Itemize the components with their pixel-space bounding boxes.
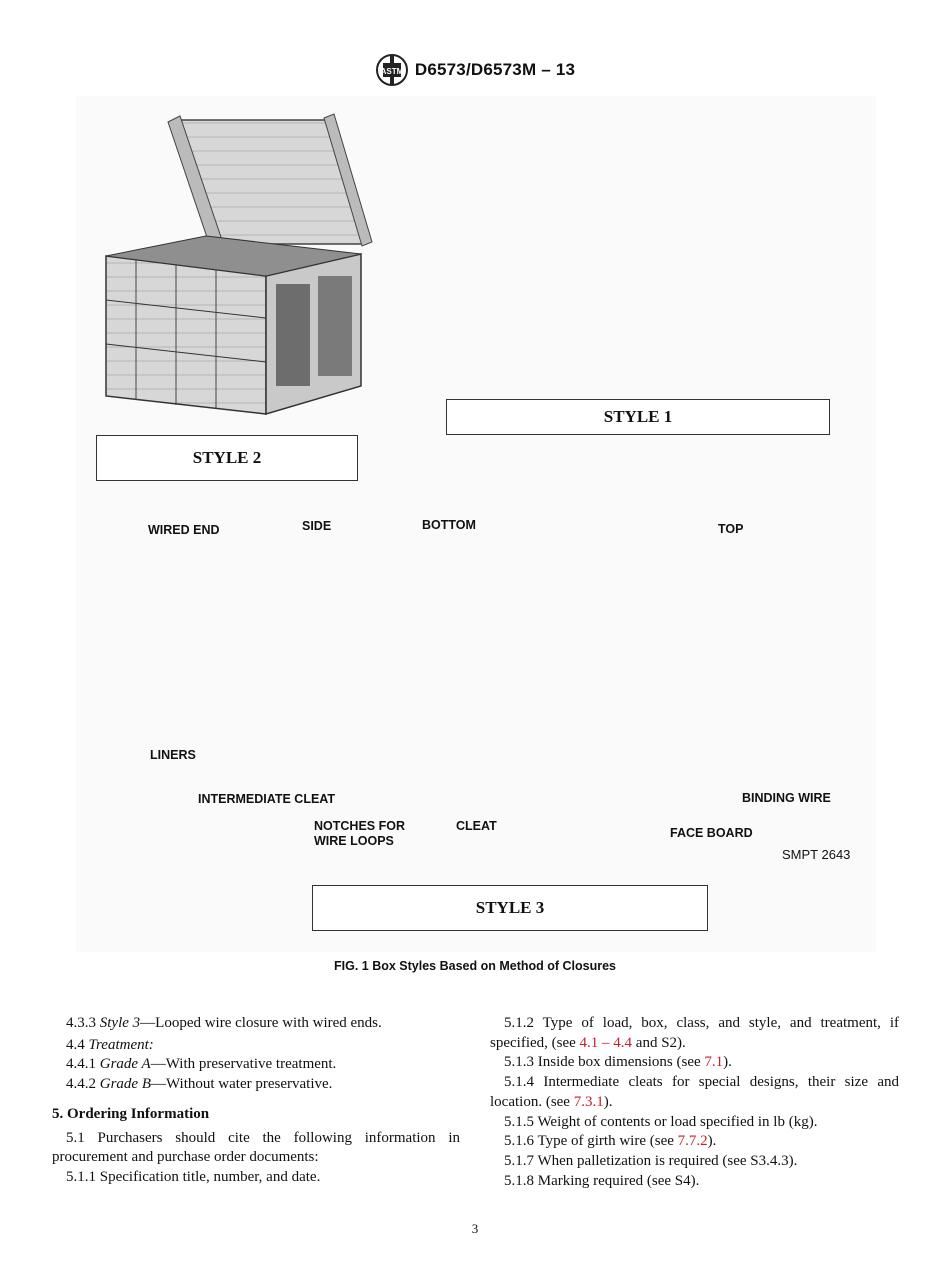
page-number: 3 xyxy=(471,1221,479,1236)
para-5-1-8: 5.1.8 Marking required (see S4). xyxy=(504,1172,700,1189)
callout-notches-line1: NOTCHES FOR xyxy=(314,819,405,833)
link-7-3-1[interactable]: 7.3.1 xyxy=(573,1093,604,1110)
para-5-1-6: 5.1.6 Type of girth wire (see 7.7.2). xyxy=(504,1133,717,1150)
document-id: D6573/D6573M – 13 xyxy=(414,60,576,79)
page-header xyxy=(0,52,950,88)
para-5-1-7: 5.1.7 When palletization is required (see S3.4.3). xyxy=(504,1152,798,1169)
para-5-1-5: 5.1.5 Weight of contents or load specified in lb (kg). xyxy=(504,1113,818,1130)
callout-top: TOP xyxy=(718,522,744,536)
callout-notches-line2: WIRE LOOPS xyxy=(314,834,394,848)
link-7-1[interactable]: 7.1 xyxy=(704,1054,724,1071)
para-4-3-3: 4.3.3 Style 3—Looped wire closure with wired ends. xyxy=(66,1015,382,1031)
para-5-1-2: 5.1.2 Type of load, box, class, and style, and treatment, if specified, (see 4.1 – 4.4 and S2). xyxy=(490,1015,899,1051)
para-5-1: 5.1 Purchasers should cite the following information in procurement and purchase order documents: xyxy=(52,1129,460,1166)
style2-box-illustration xyxy=(106,114,372,414)
style2-label: STYLE 2 xyxy=(96,435,358,481)
para-5-1-1: 5.1.1 Specification title, number, and date. xyxy=(66,1168,321,1185)
callout-binding-wire: BINDING WIRE xyxy=(742,791,831,805)
para-5-1-4: 5.1.4 Intermediate cleats for special designs, their size and location. (see 7.3.1). xyxy=(490,1074,899,1110)
callout-bottom: BOTTOM xyxy=(422,518,476,532)
callout-side: SIDE xyxy=(302,519,332,533)
callout-liners: LINERS xyxy=(150,748,196,762)
style1-label: STYLE 1 xyxy=(446,399,830,435)
para-4-4-2: 4.4.2 Grade B—Without water preservative. xyxy=(66,1076,333,1093)
figure-caption: FIG. 1 Box Styles Based on Method of Closures xyxy=(334,959,616,973)
callout-notches xyxy=(314,819,405,849)
right-column xyxy=(490,1014,899,1191)
callout-cleat: CLEAT xyxy=(456,819,497,833)
svg-text:ASTM: ASTM xyxy=(380,67,404,76)
callout-face-board: FACE BOARD xyxy=(670,826,753,840)
box-styles-figure xyxy=(76,96,876,952)
astm-logo-icon xyxy=(375,53,409,87)
callout-wired-end: WIRED END xyxy=(148,523,220,537)
callout-intermediate-cleat: INTERMEDIATE CLEAT xyxy=(198,792,336,806)
para-4-4-1: 4.4.1 Grade A—With preservative treatment. xyxy=(66,1056,337,1073)
section-heading-5: 5. Ordering Information xyxy=(52,1105,210,1122)
figure-code: SMPT 2643 xyxy=(782,847,851,862)
link-4-1-4-4[interactable]: 4.1 – 4.4 xyxy=(579,1034,633,1051)
left-column xyxy=(52,1014,460,1188)
para-4-4: 4.4 Treatment: xyxy=(66,1036,154,1053)
link-7-7-2[interactable]: 7.7.2 xyxy=(677,1133,708,1150)
style3-label: STYLE 3 xyxy=(312,885,708,931)
para-5-1-3: 5.1.3 Inside box dimensions (see 7.1). xyxy=(504,1054,732,1071)
